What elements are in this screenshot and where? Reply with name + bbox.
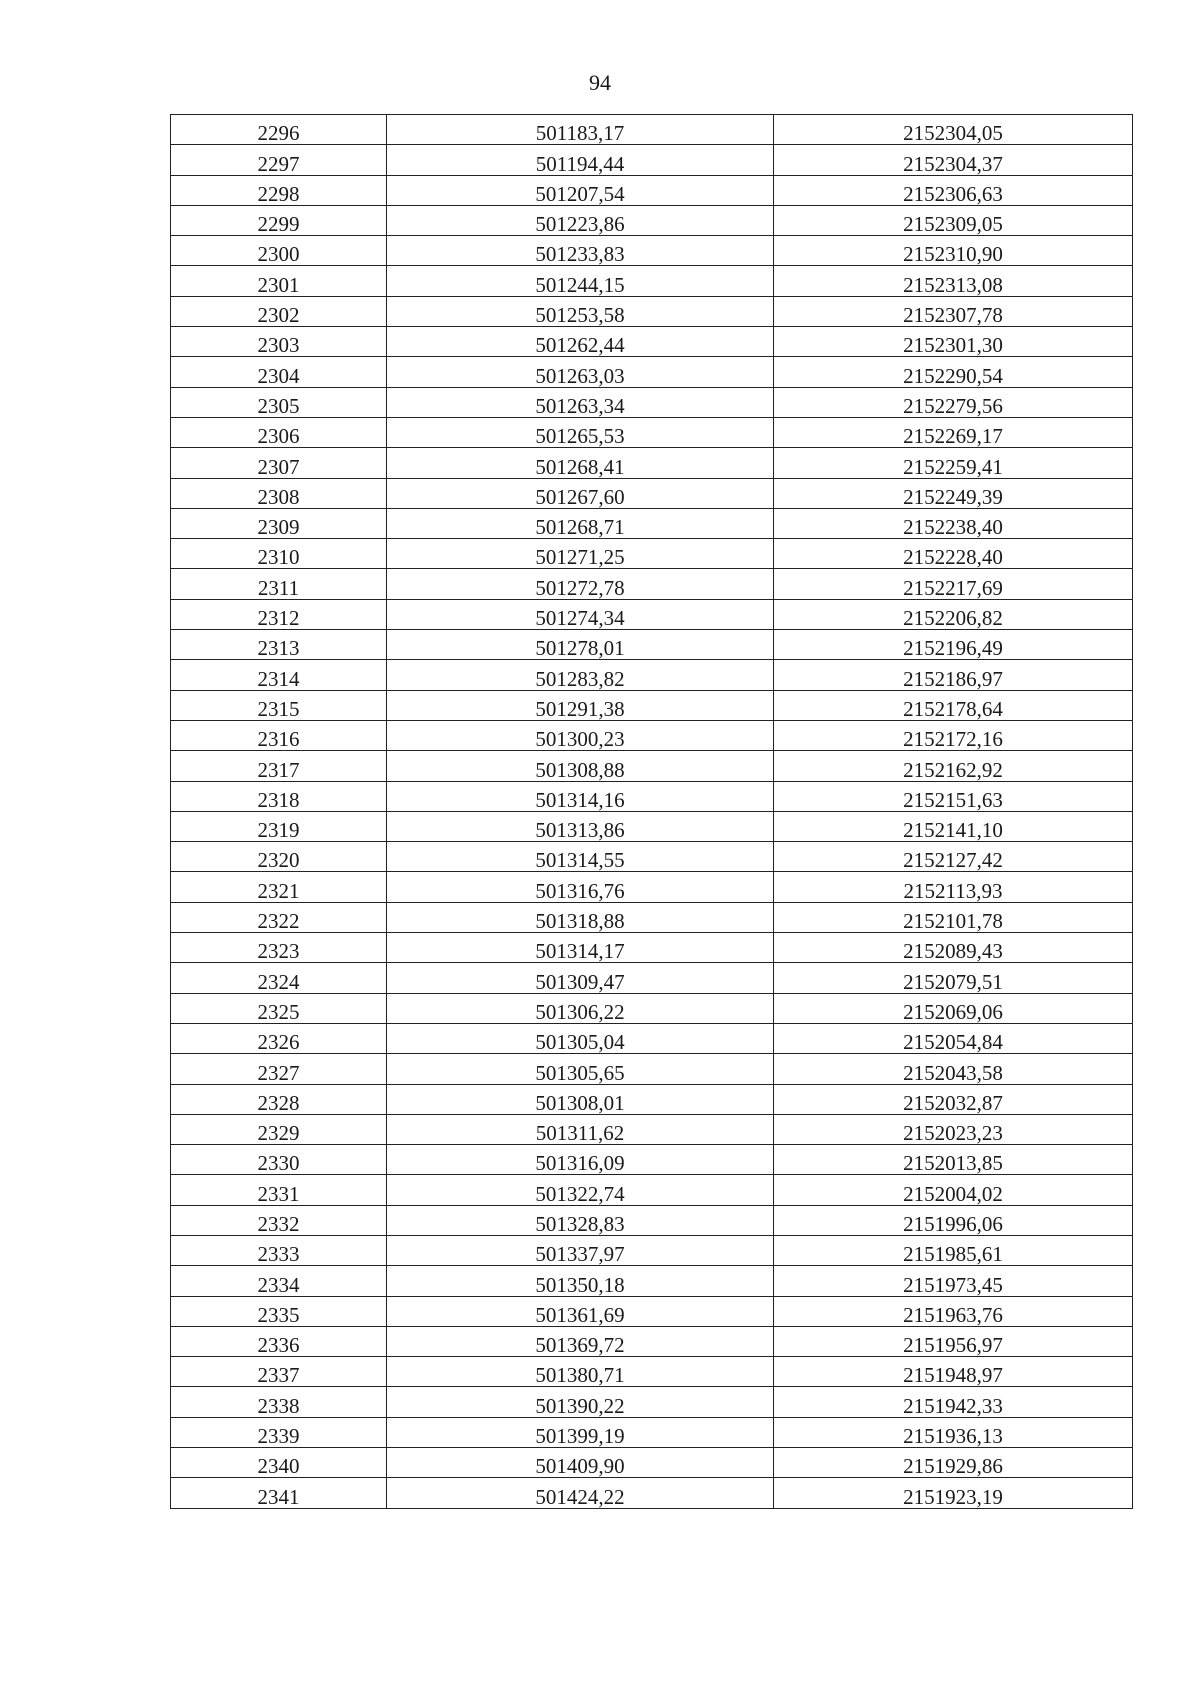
point-number-cell: 2296 [171,115,387,145]
point-number-cell: 2331 [171,1175,387,1205]
point-number-cell: 2329 [171,1114,387,1144]
point-number-cell: 2317 [171,751,387,781]
coordinates-table [170,114,1133,1509]
point-number-cell: 2304 [171,357,387,387]
table-row [171,508,1133,538]
table-row [171,1205,1133,1235]
point-number-cell: 2312 [171,599,387,629]
table-row [171,205,1133,235]
y-coordinate-cell: 2152069,06 [774,993,1133,1023]
table-row [171,1417,1133,1447]
point-number-cell: 2335 [171,1296,387,1326]
table-row [171,115,1133,145]
y-coordinate-cell: 2152043,58 [774,1054,1133,1084]
y-coordinate-cell: 2152162,92 [774,751,1133,781]
y-coordinate-cell: 2152172,16 [774,720,1133,750]
x-coordinate-cell: 501314,16 [387,781,774,811]
y-coordinate-cell: 2152089,43 [774,933,1133,963]
y-coordinate-cell: 2152113,93 [774,872,1133,902]
point-number-cell: 2316 [171,720,387,750]
x-coordinate-cell: 501262,44 [387,327,774,357]
x-coordinate-cell: 501244,15 [387,266,774,296]
table-row [171,599,1133,629]
point-number-cell: 2321 [171,872,387,902]
x-coordinate-cell: 501300,23 [387,720,774,750]
x-coordinate-cell: 501361,69 [387,1296,774,1326]
table-row [171,448,1133,478]
y-coordinate-cell: 2152228,40 [774,539,1133,569]
point-number-cell: 2305 [171,387,387,417]
y-coordinate-cell: 2152249,39 [774,478,1133,508]
y-coordinate-cell: 2152310,90 [774,236,1133,266]
table-row [171,387,1133,417]
y-coordinate-cell: 2152259,41 [774,448,1133,478]
point-number-cell: 2323 [171,933,387,963]
x-coordinate-cell: 501268,41 [387,448,774,478]
x-coordinate-cell: 501265,53 [387,417,774,447]
point-number-cell: 2318 [171,781,387,811]
x-coordinate-cell: 501308,01 [387,1084,774,1114]
table-row [171,569,1133,599]
x-coordinate-cell: 501183,17 [387,115,774,145]
point-number-cell: 2336 [171,1326,387,1356]
point-number-cell: 2310 [171,539,387,569]
point-number-cell: 2306 [171,417,387,447]
y-coordinate-cell: 2152217,69 [774,569,1133,599]
y-coordinate-cell: 2152307,78 [774,296,1133,326]
table-row [171,872,1133,902]
x-coordinate-cell: 501350,18 [387,1266,774,1296]
table-row [171,1145,1133,1175]
x-coordinate-cell: 501267,60 [387,478,774,508]
y-coordinate-cell: 2152151,63 [774,781,1133,811]
x-coordinate-cell: 501263,03 [387,357,774,387]
point-number-cell: 2332 [171,1205,387,1235]
table-row [171,1054,1133,1084]
x-coordinate-cell: 501194,44 [387,145,774,175]
table-row [171,1296,1133,1326]
x-coordinate-cell: 501309,47 [387,963,774,993]
x-coordinate-cell: 501306,22 [387,993,774,1023]
x-coordinate-cell: 501291,38 [387,690,774,720]
x-coordinate-cell: 501322,74 [387,1175,774,1205]
y-coordinate-cell: 2152309,05 [774,205,1133,235]
coordinates-table-body [171,115,1133,1509]
point-number-cell: 2300 [171,236,387,266]
x-coordinate-cell: 501399,19 [387,1417,774,1447]
table-row [171,145,1133,175]
x-coordinate-cell: 501233,83 [387,236,774,266]
y-coordinate-cell: 2152238,40 [774,508,1133,538]
point-number-cell: 2327 [171,1054,387,1084]
table-row [171,1023,1133,1053]
point-number-cell: 2339 [171,1417,387,1447]
x-coordinate-cell: 501311,62 [387,1114,774,1144]
x-coordinate-cell: 501409,90 [387,1448,774,1478]
y-coordinate-cell: 2152141,10 [774,811,1133,841]
y-coordinate-cell: 2152301,30 [774,327,1133,357]
point-number-cell: 2338 [171,1387,387,1417]
x-coordinate-cell: 501271,25 [387,539,774,569]
y-coordinate-cell: 2151985,61 [774,1235,1133,1265]
x-coordinate-cell: 501283,82 [387,660,774,690]
point-number-cell: 2297 [171,145,387,175]
point-number-cell: 2337 [171,1357,387,1387]
point-number-cell: 2302 [171,296,387,326]
table-row [171,1114,1133,1144]
x-coordinate-cell: 501316,76 [387,872,774,902]
table-row [171,236,1133,266]
table-row [171,720,1133,750]
table-row [171,690,1133,720]
y-coordinate-cell: 2152304,05 [774,115,1133,145]
table-row [171,993,1133,1023]
point-number-cell: 2315 [171,690,387,720]
point-number-cell: 2322 [171,902,387,932]
point-number-cell: 2314 [171,660,387,690]
x-coordinate-cell: 501268,71 [387,508,774,538]
x-coordinate-cell: 501424,22 [387,1478,774,1508]
point-number-cell: 2307 [171,448,387,478]
point-number-cell: 2303 [171,327,387,357]
table-row [171,417,1133,447]
point-number-cell: 2301 [171,266,387,296]
x-coordinate-cell: 501274,34 [387,599,774,629]
y-coordinate-cell: 2152269,17 [774,417,1133,447]
y-coordinate-cell: 2151996,06 [774,1205,1133,1235]
point-number-cell: 2330 [171,1145,387,1175]
x-coordinate-cell: 501314,17 [387,933,774,963]
x-coordinate-cell: 501328,83 [387,1205,774,1235]
table-row [171,296,1133,326]
table-row [171,902,1133,932]
table-row [171,1478,1133,1508]
point-number-cell: 2311 [171,569,387,599]
point-number-cell: 2319 [171,811,387,841]
x-coordinate-cell: 501318,88 [387,902,774,932]
y-coordinate-cell: 2152054,84 [774,1023,1133,1053]
x-coordinate-cell: 501223,86 [387,205,774,235]
table-row [171,539,1133,569]
point-number-cell: 2320 [171,842,387,872]
y-coordinate-cell: 2152013,85 [774,1145,1133,1175]
point-number-cell: 2298 [171,175,387,205]
y-coordinate-cell: 2152306,63 [774,175,1133,205]
y-coordinate-cell: 2152127,42 [774,842,1133,872]
point-number-cell: 2299 [171,205,387,235]
table-row [171,1357,1133,1387]
y-coordinate-cell: 2152032,87 [774,1084,1133,1114]
point-number-cell: 2340 [171,1448,387,1478]
x-coordinate-cell: 501337,97 [387,1235,774,1265]
table-row [171,660,1133,690]
x-coordinate-cell: 501316,09 [387,1145,774,1175]
point-number-cell: 2326 [171,1023,387,1053]
y-coordinate-cell: 2151956,97 [774,1326,1133,1356]
x-coordinate-cell: 501263,34 [387,387,774,417]
y-coordinate-cell: 2152186,97 [774,660,1133,690]
table-row [171,478,1133,508]
x-coordinate-cell: 501253,58 [387,296,774,326]
point-number-cell: 2333 [171,1235,387,1265]
y-coordinate-cell: 2152279,56 [774,387,1133,417]
x-coordinate-cell: 501308,88 [387,751,774,781]
table-row [171,1175,1133,1205]
y-coordinate-cell: 2152206,82 [774,599,1133,629]
table-row [171,357,1133,387]
y-coordinate-cell: 2152004,02 [774,1175,1133,1205]
table-row [171,842,1133,872]
x-coordinate-cell: 501278,01 [387,630,774,660]
y-coordinate-cell: 2152196,49 [774,630,1133,660]
table-row [171,1084,1133,1114]
x-coordinate-cell: 501305,04 [387,1023,774,1053]
point-number-cell: 2309 [171,508,387,538]
y-coordinate-cell: 2151948,97 [774,1357,1133,1387]
y-coordinate-cell: 2152023,23 [774,1114,1133,1144]
y-coordinate-cell: 2151963,76 [774,1296,1133,1326]
table-row [171,781,1133,811]
y-coordinate-cell: 2151973,45 [774,1266,1133,1296]
point-number-cell: 2324 [171,963,387,993]
y-coordinate-cell: 2152101,78 [774,902,1133,932]
table-row [171,963,1133,993]
y-coordinate-cell: 2151936,13 [774,1417,1133,1447]
table-row [171,1266,1133,1296]
table-row [171,1387,1133,1417]
table-row [171,1235,1133,1265]
x-coordinate-cell: 501313,86 [387,811,774,841]
point-number-cell: 2325 [171,993,387,1023]
y-coordinate-cell: 2152178,64 [774,690,1133,720]
point-number-cell: 2341 [171,1478,387,1508]
x-coordinate-cell: 501390,22 [387,1387,774,1417]
table-row [171,933,1133,963]
x-coordinate-cell: 501380,71 [387,1357,774,1387]
x-coordinate-cell: 501314,55 [387,842,774,872]
y-coordinate-cell: 2152304,37 [774,145,1133,175]
point-number-cell: 2313 [171,630,387,660]
page-number: 94 [589,70,611,95]
table-row [171,630,1133,660]
y-coordinate-cell: 2152079,51 [774,963,1133,993]
table-row [171,266,1133,296]
table-row [171,751,1133,781]
table-row [171,1326,1133,1356]
y-coordinate-cell: 2152313,08 [774,266,1133,296]
y-coordinate-cell: 2151923,19 [774,1478,1133,1508]
x-coordinate-cell: 501369,72 [387,1326,774,1356]
table-row [171,1448,1133,1478]
y-coordinate-cell: 2152290,54 [774,357,1133,387]
point-number-cell: 2308 [171,478,387,508]
x-coordinate-cell: 501305,65 [387,1054,774,1084]
y-coordinate-cell: 2151929,86 [774,1448,1133,1478]
x-coordinate-cell: 501272,78 [387,569,774,599]
point-number-cell: 2334 [171,1266,387,1296]
point-number-cell: 2328 [171,1084,387,1114]
y-coordinate-cell: 2151942,33 [774,1387,1133,1417]
table-row [171,811,1133,841]
table-row [171,327,1133,357]
x-coordinate-cell: 501207,54 [387,175,774,205]
table-row [171,175,1133,205]
